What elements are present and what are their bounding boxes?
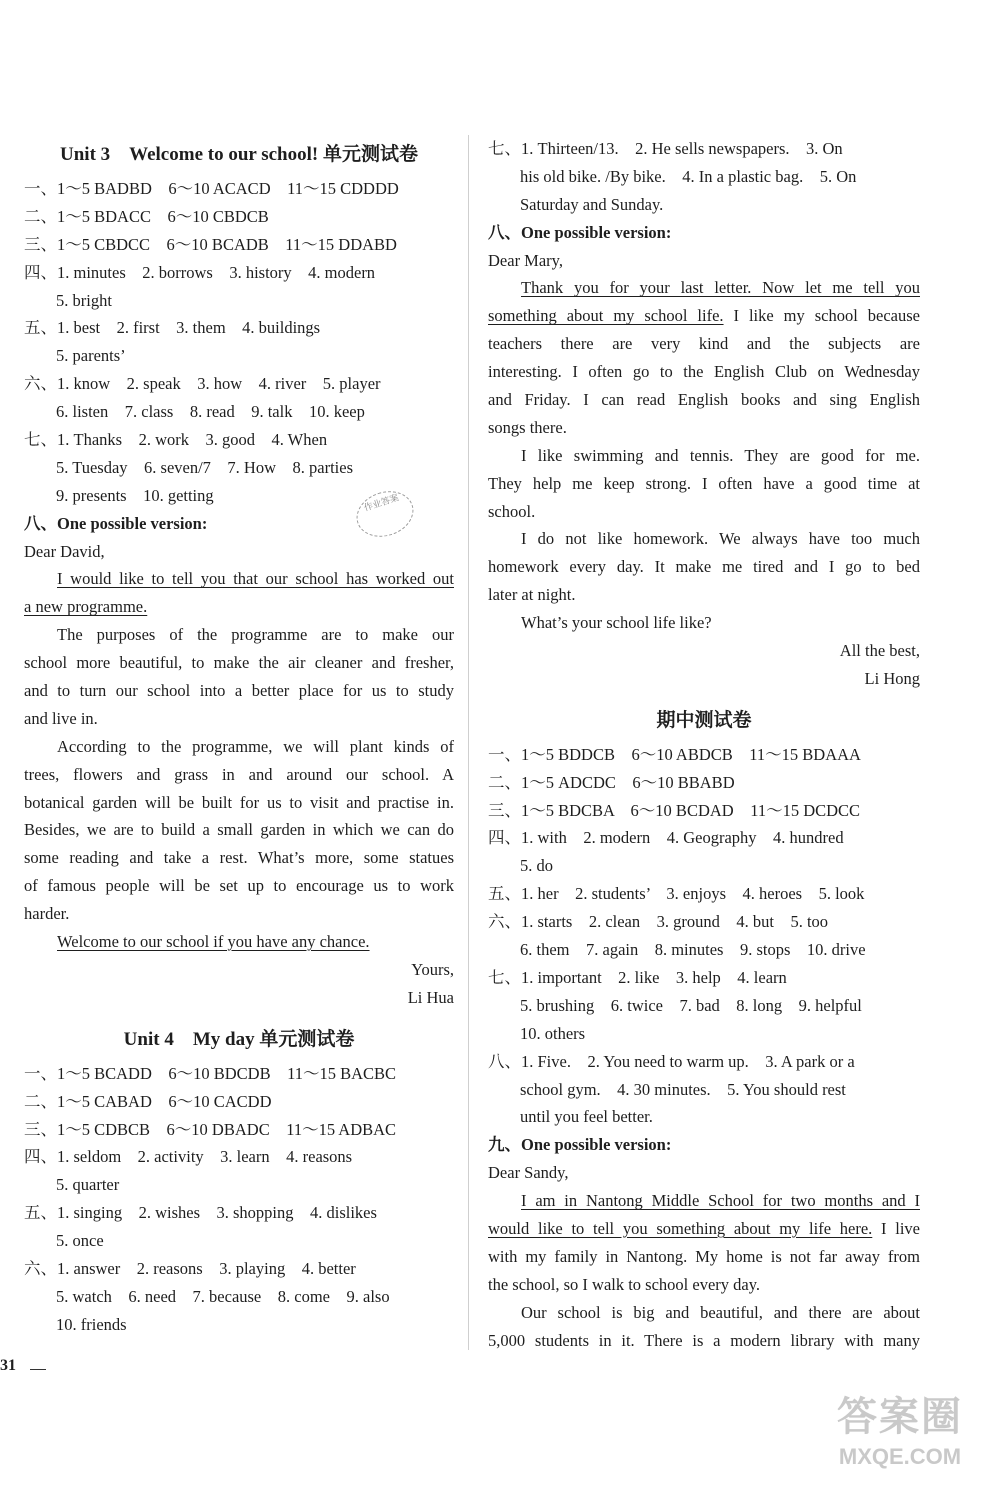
answer-line (24, 1060, 454, 1088)
answer-line (24, 342, 454, 370)
letter-line: I like swimming and tennis. They are good for me. (521, 445, 920, 465)
letter-line: harder. (24, 904, 70, 924)
answer-line (24, 231, 454, 259)
answer-text: 1～5 BDDCB 6～10 ABDCB 11～15 BDAAA (521, 744, 861, 764)
answer-line (488, 936, 920, 964)
letter-line: songs there. (488, 417, 567, 437)
letter-signature: Li Hong (864, 668, 920, 688)
letter-line: The purposes of the programme are to make our (57, 625, 454, 645)
section-marker: 四、 (24, 1147, 57, 1167)
answer-line (24, 1227, 454, 1255)
letter-signoff: Yours, (411, 959, 454, 979)
unit3-answers (24, 175, 454, 510)
section-marker: 六、 (488, 912, 521, 932)
answer-text: 1. best 2. first 3. them 4. buildings (57, 318, 321, 338)
answer-text: 1～5 ADCDC 6～10 BBABD (521, 772, 735, 792)
answer-line (24, 1171, 454, 1199)
answer-text: 1～5 BADBD 6～10 ACACD 11～15 CDDDD (57, 179, 399, 198)
letter-line: teachers there are very kind and the subjects are (488, 334, 920, 354)
answer-text: 5. brushing 6. twice 7. bad 8. long 9. helpful (520, 995, 862, 1015)
answer-text: 1. her 2. students’ 3. enjoys 4. heroes 5. look (521, 884, 865, 904)
letter-line: school. (488, 501, 536, 521)
answer-line (24, 1311, 454, 1339)
letter-line: I do not like homework. We always have too much (521, 529, 920, 549)
answer-text: 1. Thanks 2. work 3. good 4. When (57, 430, 328, 450)
answer-text: 5. watch 6. need 7. because 8. come 9. also (56, 1286, 390, 1306)
letter-salutation: Dear David, (24, 541, 105, 561)
letter-line: Besides, we are to build a small garden in which we can do (24, 820, 454, 840)
answer-text: 1. starts 2. clean 3. ground 4. but 5. too (521, 912, 829, 932)
answer-line (24, 1143, 454, 1171)
answer-line (488, 1103, 920, 1131)
watermark-logo-text: 答案圈 (837, 1395, 963, 1439)
letter-salutation: Dear Mary, (488, 250, 563, 270)
right-column (488, 135, 920, 1354)
answer-line (24, 1088, 454, 1116)
unit4-title: Unit 4 My day 单元测试卷 (123, 1028, 355, 1050)
answer-text: 5. once (56, 1231, 104, 1251)
answer-text: 5. do (520, 856, 553, 876)
section-marker: 二、 (24, 1091, 57, 1111)
unit3-title: Unit 3 Welcome to our school! 单元测试卷 (60, 144, 418, 165)
answer-text: 1. Thirteen/13. 2. He sells newspapers. 3. On (521, 139, 843, 158)
section-marker: 四、 (488, 828, 521, 848)
answer-text: 6. them 7. again 8. minutes 9. stops 10. drive (520, 940, 866, 960)
section-marker: 八、 (488, 1051, 521, 1071)
letter-line: the school, so I walk to school every day. (488, 1274, 761, 1294)
answer-line (488, 135, 920, 163)
letter-line: school more beautiful, to make the air cleaner and fresher, (24, 653, 454, 673)
letter-underlined-line: I would like to tell you that our school has worked out (57, 569, 454, 589)
letter-line: later at night. (488, 585, 576, 605)
answer-line (488, 191, 920, 219)
section-marker: 七、 (488, 139, 521, 158)
answer-text: his old bike. /By bike. 4. In a plastic bag. 5. On (520, 166, 857, 186)
column-divider (468, 135, 469, 1350)
answer-line (488, 769, 920, 797)
page-number-dash (30, 1369, 46, 1370)
answer-line (488, 824, 920, 852)
section-marker: 二、 (24, 206, 57, 226)
section-marker: 三、 (488, 800, 521, 820)
letter-line: 5,000 students in it. There is a modern library with many (488, 1330, 920, 1350)
answer-text: 5. Tuesday 6. seven/7 7. How 8. parties (56, 457, 353, 477)
answer-line (488, 992, 920, 1020)
answer-line (488, 852, 920, 880)
answer-line (24, 1255, 454, 1283)
letter-line: some reading and take a rest. What’s more, some statues (24, 848, 454, 868)
section-marker: 七、 (24, 430, 57, 450)
answer-line (24, 1283, 454, 1311)
answer-line (24, 259, 454, 287)
section-marker: 五、 (488, 884, 521, 904)
answer-text: 1. important 2. like 3. help 4. learn (521, 967, 787, 987)
unit3-writing-label: 八、One possible version: (24, 513, 208, 533)
answer-text: 1. Five. 2. You need to warm up. 3. A park or a (521, 1051, 855, 1071)
letter-line: They help me keep strong. I often have a good time at (488, 473, 920, 493)
watermark-url: MXQE.COM (838, 1444, 962, 1469)
section-marker: 五、 (24, 1203, 57, 1223)
answer-line (488, 1076, 920, 1104)
answer-line (488, 964, 920, 992)
letter-line: with my family in Nantong. My home is not far away from (488, 1246, 920, 1266)
answer-text: 1. minutes 2. borrows 3. history 4. modern (57, 262, 376, 282)
answer-text: 1～5 CDBCB 6～10 DBADC 11～15 ADBAC (57, 1119, 397, 1139)
answer-text: until you feel better. (520, 1107, 653, 1127)
answer-text: 1. seldom 2. activity 3. learn 4. reasons (57, 1147, 353, 1167)
letter-line: What’s your school life like? (521, 613, 712, 633)
answer-line (24, 370, 454, 398)
answer-line (24, 287, 454, 315)
letter-line: of famous people will be set up to encourage us to work (24, 876, 454, 896)
letter-line: botanical garden will be built for us to visit and practise in. (24, 792, 454, 812)
answer-text: 1～5 BDCBA 6～10 BCDAD 11～15 DCDCC (521, 800, 861, 820)
section-marker: 七、 (488, 967, 521, 987)
answer-line (24, 175, 454, 203)
answer-text: 10. friends (56, 1314, 127, 1334)
letter-line: According to the programme, we will plant kinds of (57, 736, 454, 756)
answer-text: 1～5 BCADD 6～10 BDCDB 11～15 BACBC (57, 1063, 397, 1083)
section-marker: 三、 (24, 1119, 57, 1139)
section-marker: 六、 (24, 1258, 57, 1278)
letter-underlined-line: a new programme. (24, 597, 148, 617)
section-marker: 一、 (24, 1063, 57, 1083)
answer-line (488, 1048, 920, 1076)
letter-underlined-line: I am in Nantong Middle School for two months and I (521, 1191, 920, 1211)
letter-signature: Li Hua (407, 987, 454, 1007)
letter-underlined-line: would like to tell you something about my life here. I live (488, 1218, 920, 1238)
answer-text: 9. presents 10. getting (56, 485, 214, 505)
section-marker: 六、 (24, 374, 57, 394)
answer-text: 1～5 CBDCC 6～10 BCADB 11～15 DDABD (57, 234, 397, 254)
site-watermark (812, 1392, 988, 1484)
answer-line (488, 908, 920, 936)
answer-text: 1. with 2. modern 4. Geography 4. hundred (521, 828, 844, 848)
answer-text: school gym. 4. 30 minutes. 5. You should rest (520, 1079, 846, 1099)
answer-text: 5. parents’ (56, 346, 126, 366)
letter-underlined-line: something about my school life. I like my school because (488, 306, 920, 326)
letter-line: trees, flowers and grass in and around our school. A (24, 764, 454, 784)
unit3-answers-continued (488, 135, 920, 219)
answer-text: Saturday and Sunday. (520, 194, 664, 214)
section-marker: 四、 (24, 262, 57, 282)
answer-text: 1～5 CABAD 6～10 CACDD (57, 1091, 272, 1111)
letter-salutation: Dear Sandy, (488, 1163, 569, 1183)
midterm-title: 期中测试卷 (656, 709, 752, 731)
midterm-answers (488, 741, 920, 1131)
answer-text: 1. know 2. speak 3. how 4. river 5. player (57, 374, 381, 394)
answer-line (488, 163, 920, 191)
letter-line: and Friday. I can read English books and sing English (488, 390, 920, 410)
answer-line (488, 880, 920, 908)
letter-line: and to turn our school into a better place for us to study (24, 681, 454, 701)
section-marker: 一、 (488, 744, 521, 764)
answer-line (24, 1199, 454, 1227)
letter-closing: Welcome to our school if you have any chance. (57, 932, 370, 952)
answer-line (24, 454, 454, 482)
section-marker: 二、 (488, 772, 521, 792)
answer-text: 5. bright (56, 290, 112, 310)
answer-text: 1～5 BDACC 6～10 CBDCB (57, 206, 269, 226)
section-marker: 三、 (24, 234, 57, 254)
midterm-writing-label: 九、One possible version: (488, 1135, 672, 1155)
letter-line: and live in. (24, 708, 98, 728)
unit4-answers (24, 1060, 454, 1339)
answer-line (24, 426, 454, 454)
letter-line: Our school is big and beautiful, and there are about (521, 1302, 920, 1322)
section-marker: 一、 (24, 179, 57, 198)
page-number: 31 (0, 1357, 16, 1374)
left-column (24, 135, 454, 1339)
answer-line (24, 314, 454, 342)
answer-text: 5. quarter (56, 1175, 120, 1195)
section-marker: 五、 (24, 318, 57, 338)
letter-line: homework every day. It make me tired and I go to bed (488, 557, 920, 577)
answer-line (488, 1020, 920, 1048)
letter-underlined-line: Thank you for your last letter. Now let me tell you (521, 278, 920, 298)
answer-text: 6. listen 7. class 8. read 9. talk 10. keep (56, 402, 365, 422)
answer-text: 1. answer 2. reasons 3. playing 4. better (57, 1258, 356, 1278)
letter-signoff: All the best, (839, 641, 920, 661)
homework-stamp: 作业答案 (351, 484, 420, 544)
letter-line: interesting. I often go to the English Club on Wednesday (488, 362, 920, 382)
answer-line (24, 1116, 454, 1144)
answer-line (24, 203, 454, 231)
answer-line (24, 398, 454, 426)
answer-text: 1. singing 2. wishes 3. shopping 4. dislikes (57, 1203, 377, 1223)
unit3-right-writing-label: 八、One possible version: (488, 222, 672, 242)
answer-line (488, 797, 920, 825)
answer-text: 10. others (520, 1023, 586, 1043)
answer-line (488, 741, 920, 769)
